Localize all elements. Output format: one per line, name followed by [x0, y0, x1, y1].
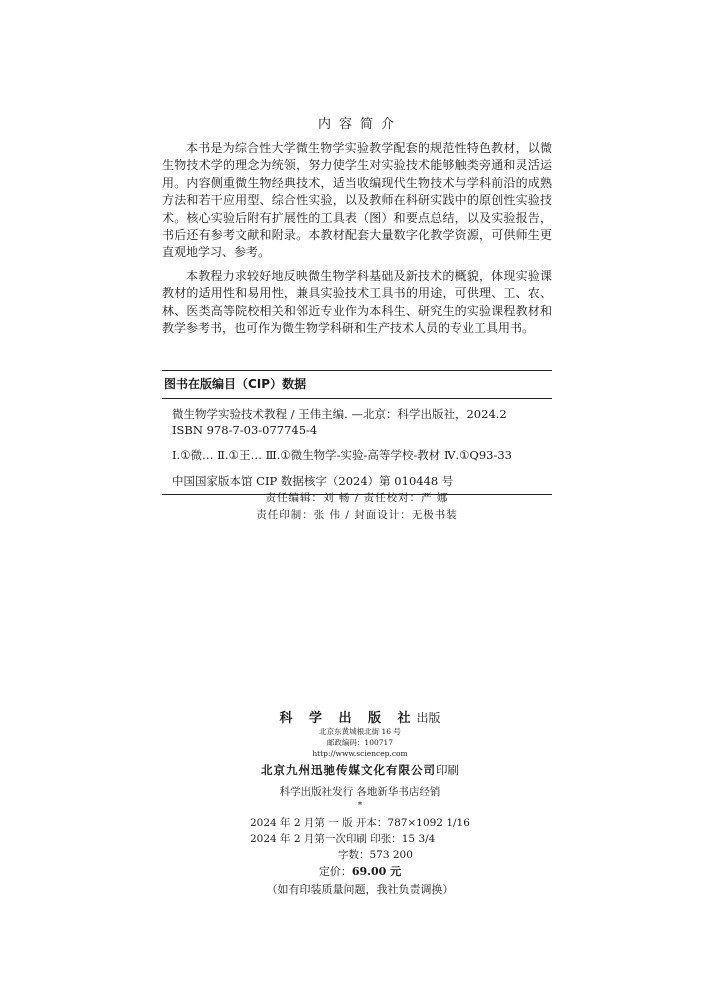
cip-body — [162, 399, 552, 463]
cip-line-title: 微生物学实验技术教程 / 王伟主编. —北京：科学出版社，2024.2 — [172, 407, 507, 421]
publisher-postcode: 邮政编码：100717 — [326, 738, 394, 747]
printer-suffix: 印刷 — [436, 763, 459, 777]
publisher-block — [0, 707, 720, 897]
spec-printing: 2024 年 2 月第一次印刷 印张：15 3/4 — [250, 833, 436, 845]
print-specs — [250, 815, 470, 863]
quality-note: （如有印装质量问题，我社负责调换） — [266, 883, 454, 896]
distribution-line: 科学出版社发行 各地新华书店经销 — [279, 786, 441, 798]
publisher-suffix: 出版 — [416, 711, 441, 725]
price-label: 定价： — [318, 865, 352, 878]
publisher-address: 北京东黄城根北街 16 号 — [319, 727, 401, 736]
credits-line-2: 责任印制：张 伟 / 封面设计：无极书装 — [256, 509, 458, 521]
publisher-website: http://www.sciencep.com — [312, 749, 408, 758]
price-line — [0, 863, 720, 879]
price-value: 69.00 元 — [351, 865, 402, 878]
spec-words: 字数：573 200 — [338, 849, 413, 861]
cip-line-classification: Ⅰ.①微… Ⅱ.①王… Ⅲ.①微生物学-实验-高等学校-教材 Ⅳ.①Q93-33 — [172, 448, 513, 462]
publisher-line — [0, 707, 720, 726]
summary-paragraph-1: 本书是为综合性大学微生物学实验教学配套的规范性特色教材，以微生物技术学的理念为统领，努力使学生对实验技术能够触类旁通和灵活运用。内容侧重微生物经典技术，适当收编现代生物技术与学科前沿的成熟方法和若干应用型、综合性实验，以及教师在科研实践中的原创性实验技术。核心实验后附有扩展性的工具表（图）和要点总结，以及实验报告，书后还有参考文献和附录。本教材配套大量数字化教学资源，可供师生更直观地学习、参考。 — [162, 141, 552, 260]
cip-number: 中国国家版本馆 CIP 数据核字（2024）第 010448 号 — [172, 474, 454, 488]
cip-data-block — [162, 370, 552, 495]
summary-paragraph-2: 本教程力求较好地反映微生物学科基础及新技术的概貌，体现实验课教材的适用性和易用性，兼具实验技术工具书的用途，可供理、工、农、林、医类高等院校相关和邻近专业作为本科生、研究生的实验课程教材和教学参考书，也可作为微生物学科研和生产技术人员的专业工具用书。 — [162, 268, 552, 336]
printer-name: 北京九州迅驰传媒文化有限公司 — [261, 763, 436, 777]
content-summary-title: 内容简介 — [317, 117, 402, 132]
printer-line — [0, 759, 720, 778]
editorial-credits — [162, 490, 552, 524]
cip-line-isbn: ISBN 978-7-03-077745-4 — [172, 423, 318, 437]
spec-edition: 2024 年 2 月第 一 版 开本：787×1092 1/16 — [250, 817, 470, 829]
credits-line-1: 责任编辑：刘 畅 / 责任校对：严 娜 — [265, 492, 449, 504]
publisher-name: 科 学 出 版 社 — [279, 711, 417, 726]
content-summary — [162, 140, 552, 337]
separator-star: * — [357, 801, 363, 811]
cip-heading: 图书在版编目（CIP）数据 — [164, 377, 307, 391]
